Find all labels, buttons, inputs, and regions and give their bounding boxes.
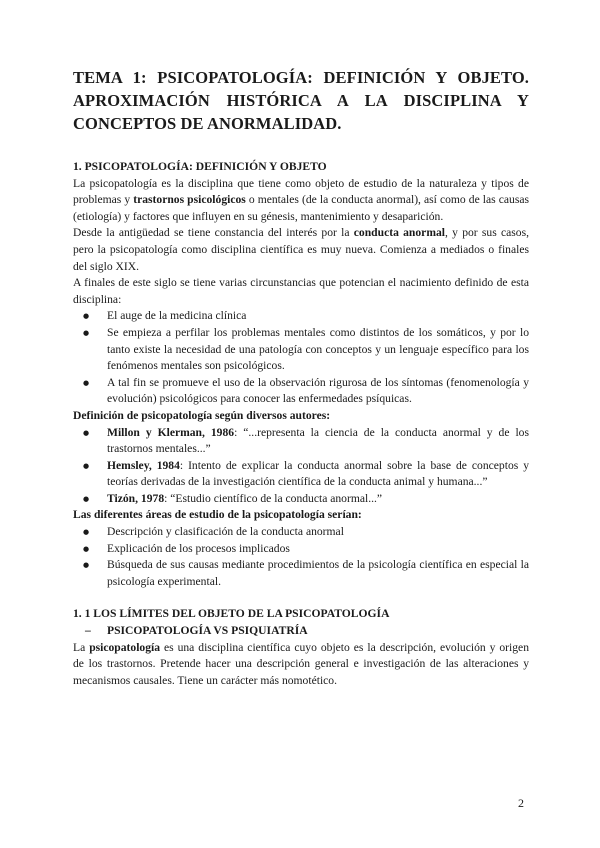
bold-term-psicopatologia: psicopatología	[89, 640, 161, 654]
definitions-list	[73, 425, 529, 508]
text-run: La psicopatología es la disciplina que tiene como objeto de estudio de la naturaleza y tipos de problemas y	[73, 176, 529, 207]
text-run: Desde la antigüedad se tiene constancia del interés por la	[73, 226, 354, 240]
page-number: 2	[518, 796, 524, 810]
document-title: TEMA 1: PSICOPATOLOGÍA: DEFINICIÓN Y OBJETO. APROXIMACIÓN HISTÓRICA A LA DISCIPLINA Y CONCEPTOS DE ANORMALIDAD.	[73, 68, 529, 133]
definitions-heading: Definición de psicopatología según diversos autores:	[73, 408, 331, 422]
definition-text: : “...representa la ciencia de la conducta anormal y de los trastornos mentales...”	[107, 425, 529, 456]
text-run: o mentales (de la conducta anormal), así como de las causas (etiología) y factores que influyen en su génesis, mantenimiento y desaparición.	[73, 193, 530, 223]
paragraph-definition	[73, 176, 529, 226]
definition-text: : Intento de explicar la conducta anormal sobre la base de conceptos y teorías derivadas de la investigación científica de la conducta animal y humana...”	[107, 458, 530, 489]
circumstances-list	[73, 308, 529, 408]
text-run: es una disciplina científica cuyo objeto es la descripción, evolución y origen de los trastornos. Pretende hacer una descripción general e investigación de las alteraciones y mecanismos causales. Tiene un carácter más nomotético.	[73, 640, 529, 687]
areas-list	[73, 524, 529, 590]
definition-text: : “Estudio científico de la conducta anormal...”	[164, 491, 383, 505]
list-item: ● Descripción y clasificación de la conducta anormal	[73, 524, 529, 541]
bold-term-trastornos: trastornos psicológicos	[133, 193, 246, 207]
list-item: ● El auge de la medicina clínica	[73, 308, 529, 325]
author-name: Tizón, 1978	[107, 491, 165, 505]
bold-term-conducta-anormal: conducta anormal	[353, 226, 445, 240]
paragraph-circumstances: A finales de este siglo se tiene varias circunstancias que potencian el nacimiento definido de esta disciplina:	[73, 276, 529, 306]
subsection-heading: – PSICOPATOLOGÍA VS PSIQUIATRÍA	[73, 623, 529, 640]
document-body	[73, 159, 529, 689]
author-name: Hemsley, 1984	[107, 458, 180, 472]
section-1-1-heading: 1. 1 LOS LÍMITES DEL OBJETO DE LA PSICOPATOLOGÍA	[73, 607, 390, 621]
paragraph-history	[73, 225, 529, 275]
list-item: ● Se empieza a perfilar los problemas mentales como distintos de los somáticos, y por lo tanto existe la necesidad de una patología con conceptos y un lenguaje específico para los fenómenos mentales son psicológicos.	[73, 325, 529, 375]
section-1-heading: 1. PSICOPATOLOGÍA: DEFINICIÓN Y OBJETO	[73, 160, 327, 173]
list-item: ● Búsqueda de sus causas mediante procedimientos de la psicología científica en especial la psicología experimental.	[73, 557, 529, 590]
list-item: ● Explicación de los procesos implicados	[73, 541, 529, 558]
list-item	[73, 458, 529, 491]
text-run: , y por sus casos, pero la psicopatología como disciplina científica es muy nueva. Comienza a mediados o finales del siglo XIX.	[73, 226, 530, 273]
paragraph-psicopatologia	[73, 640, 529, 690]
section-spacer	[73, 590, 529, 606]
author-name: Millon y Klerman, 1986	[107, 425, 235, 439]
text-run: La	[73, 640, 90, 654]
list-item: ● A tal fin se promueve el uso de la observación rigurosa de los síntomas (fenomenología y evolución) psicológicos para conocer las enfermedades psíquicas.	[73, 375, 529, 408]
list-item	[73, 425, 529, 458]
list-item	[73, 491, 529, 508]
areas-heading: Las diferentes áreas de estudio de la psicopatología serían:	[73, 508, 362, 522]
